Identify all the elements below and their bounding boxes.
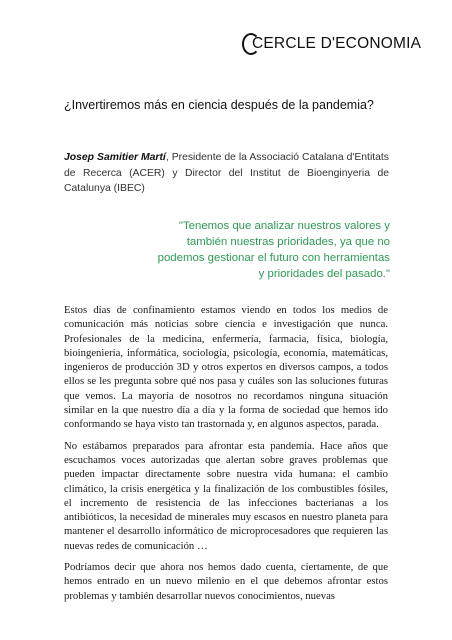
pull-quote: "Tenemos que analizar nuestros valores y también nuestras prioridades, ya que no podemos gestionar el futuro con herramientas y prioridades del pasado." bbox=[157, 220, 390, 280]
author-info bbox=[64, 150, 389, 197]
paragraph: No estábamos preparados para afrontar esta pandemia. Hace años que escuchamos voces autorizadas que alertan sobre graves problemas que pueden impactar directamente sobre nuestra vida humana: el cambio climático, la crisis energética y la finalización de los combustibles fósiles, el incremento de resistencia de las infecciones bacterianas a los antibióticos, la necesidad de minerales muy escasos en nuestro planeta para mantener el desarrollo informático de microprocesadores que requieren las nuevas redes de comunicación … bbox=[64, 439, 388, 552]
author-name: Josep Samitier Martí bbox=[64, 152, 166, 163]
article-body bbox=[64, 303, 388, 610]
author-description: , Presidente de la Associació Catalana d'Entitats de Recerca (ACER) y Director del Institut de Bioenginyeria de Catalunya (IBEC) bbox=[64, 152, 389, 194]
paragraph: Estos días de confinamiento estamos viendo en todos los medios de comunicación más noticias sobre ciencia e investigación que nunca. Profesionales de la medicina, enfermería, farmacia, física, biología, bioingeniería, informática, sociología, psicología, economía, matemáticas, ingenieros de producción 3D y otros expertos en diversos campos, a todos ellos se les pregunta sobre qué nos pasa y cuáles son las soluciones futuras que vemos. La mayoría de nosotros no recordamos ninguna situación similar en la que nuestro día a día y la forma de sociedad que hemos ido conformando se haya visto tan trastornada y, en algunos aspectos, parada. bbox=[64, 304, 388, 431]
cercle-economia-logo bbox=[242, 32, 420, 58]
article-title: ¿Invertiremos más en ciencia después de la pandemia? bbox=[64, 98, 374, 112]
logo-text: CERCLE D'ECONOMIA bbox=[252, 35, 422, 52]
paragraph: Podríamos decir que ahora nos hemos dado cuenta, ciertamente, de que hemos entrado en un nuevo milenio en el que debemos afrontar estos problemas y también desarrollar nuevos conocimientos, nuevas bbox=[64, 561, 388, 602]
